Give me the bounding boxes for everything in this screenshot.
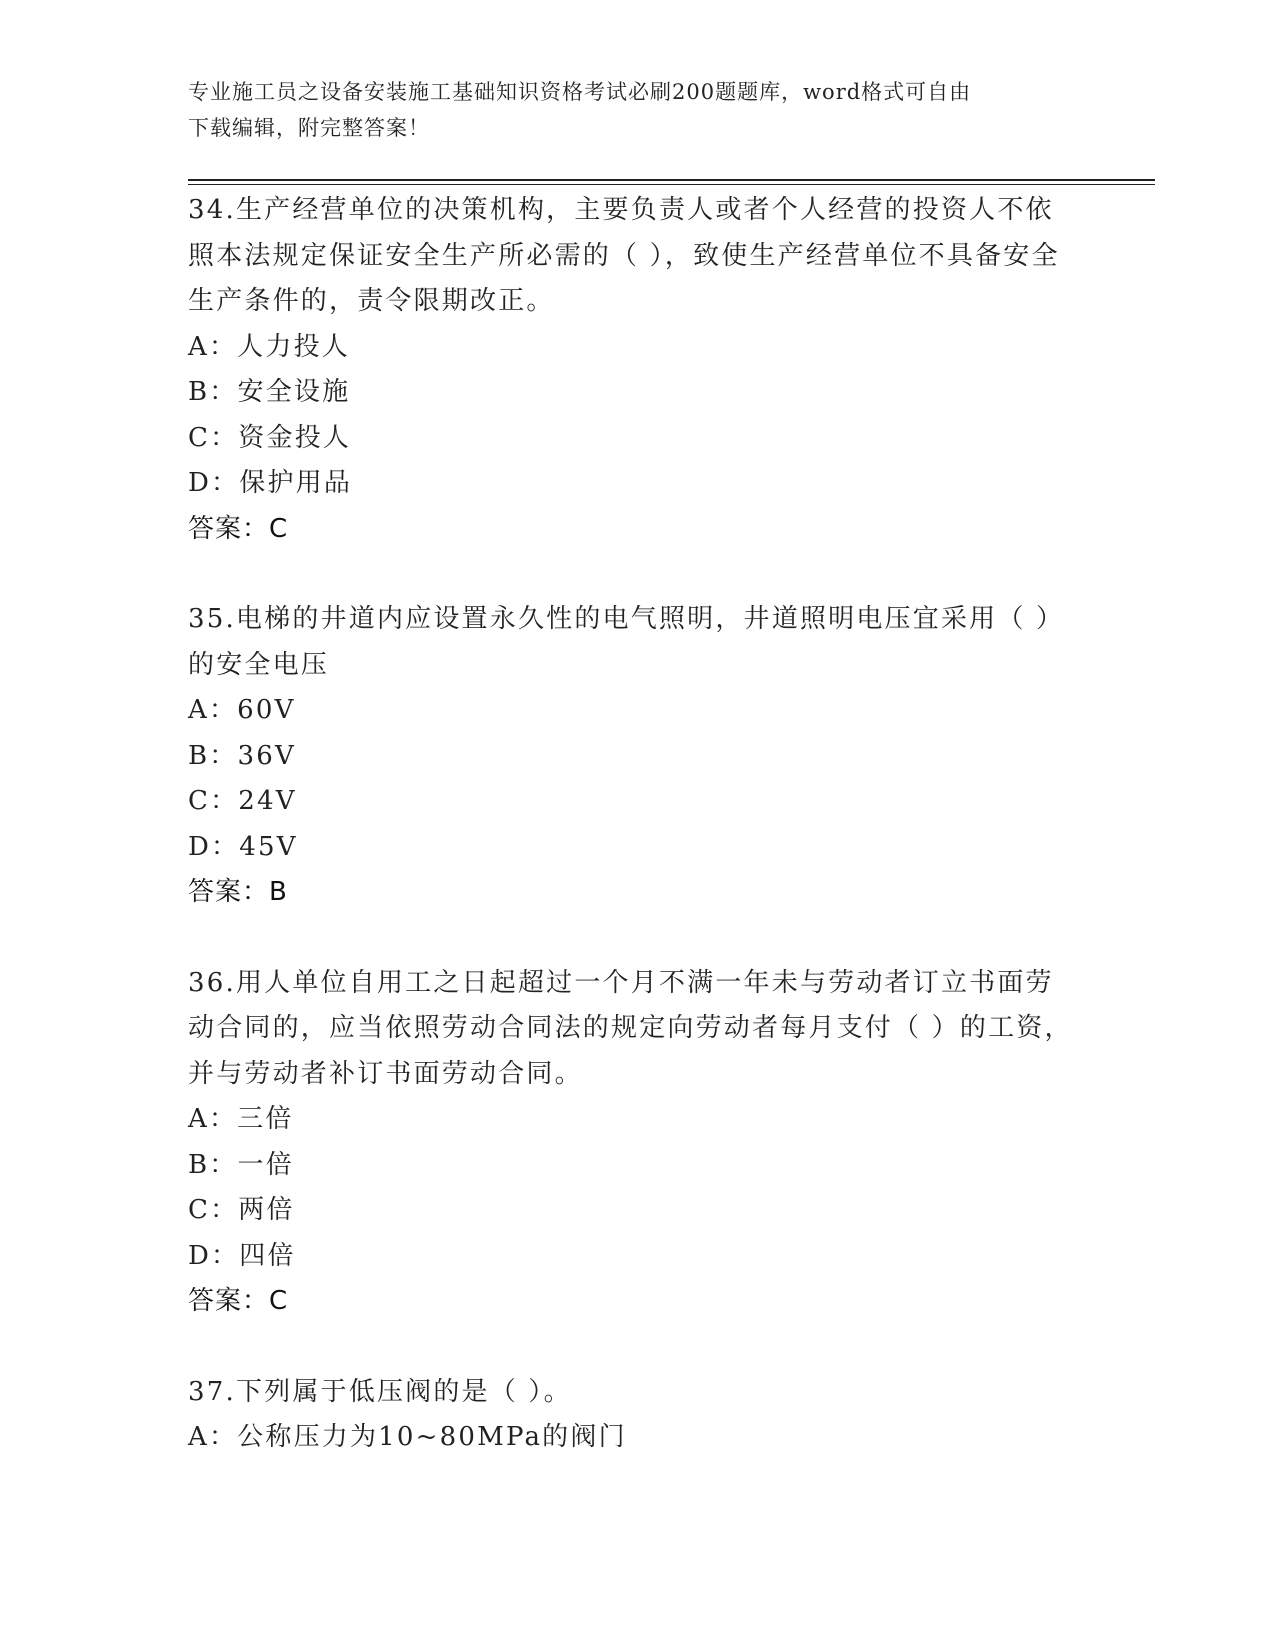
option-a: A：60V bbox=[188, 695, 296, 725]
question-text: 36.用人单位自用工之日起超过一个月不满一年未与劳动者订立书面劳动合同的，应当依照劳动合同法的规定向劳动者每月支付（ ）的工资，并与劳动者补订书面劳动合同。 bbox=[188, 967, 1073, 1089]
option-d: D：保护用品 bbox=[188, 468, 353, 498]
question-37 bbox=[188, 1370, 1078, 1461]
question-35 bbox=[188, 597, 1078, 916]
answer-line: 答案：C bbox=[188, 513, 289, 544]
question-spacer bbox=[188, 552, 1078, 597]
header-line-1: 专业施工员之设备安装施工基础知识资格考试必刷200题题库，word格式可自由 bbox=[188, 80, 972, 104]
option-b: B：一倍 bbox=[188, 1149, 294, 1180]
answer-line: 答案：B bbox=[188, 877, 288, 907]
question-spacer bbox=[188, 1325, 1078, 1370]
option-c: C：24V bbox=[188, 786, 297, 816]
header-line-2: 下载编辑，附完整答案！ bbox=[188, 116, 430, 140]
question-36 bbox=[188, 961, 1078, 1325]
option-b: B：安全设施 bbox=[188, 377, 351, 407]
question-list bbox=[188, 188, 1078, 1461]
option-a: A：公称压力为10~80MPa的阀门 bbox=[188, 1422, 627, 1452]
document-header bbox=[188, 74, 1068, 146]
option-d: D：四倍 bbox=[188, 1240, 296, 1271]
option-b: B：36V bbox=[188, 740, 296, 771]
answer-line: 答案：C bbox=[188, 1286, 289, 1316]
option-a: A：三倍 bbox=[188, 1104, 294, 1134]
question-spacer bbox=[188, 916, 1078, 961]
option-d: D：45V bbox=[188, 831, 298, 862]
option-a: A：人力投人 bbox=[188, 331, 350, 362]
option-c: C：资金投人 bbox=[188, 422, 352, 453]
option-c: C：两倍 bbox=[188, 1195, 295, 1225]
header-divider-thick bbox=[188, 179, 1155, 181]
question-text: 37.下列属于低压阀的是（ ）。 bbox=[188, 1376, 572, 1407]
question-text: 34.生产经营单位的决策机构，主要负责人或者个人经营的投资人不依照本法规定保证安全生产所必需的（ ），致使生产经营单位不具备安全生产条件的，责令限期改正。 bbox=[188, 195, 1060, 316]
header-divider-thin bbox=[188, 184, 1155, 185]
question-text: 35.电梯的井道内应设置永久性的电气照明，井道照明电压宜采用（ ）的安全电压 bbox=[188, 604, 1065, 680]
question-34 bbox=[188, 188, 1078, 552]
